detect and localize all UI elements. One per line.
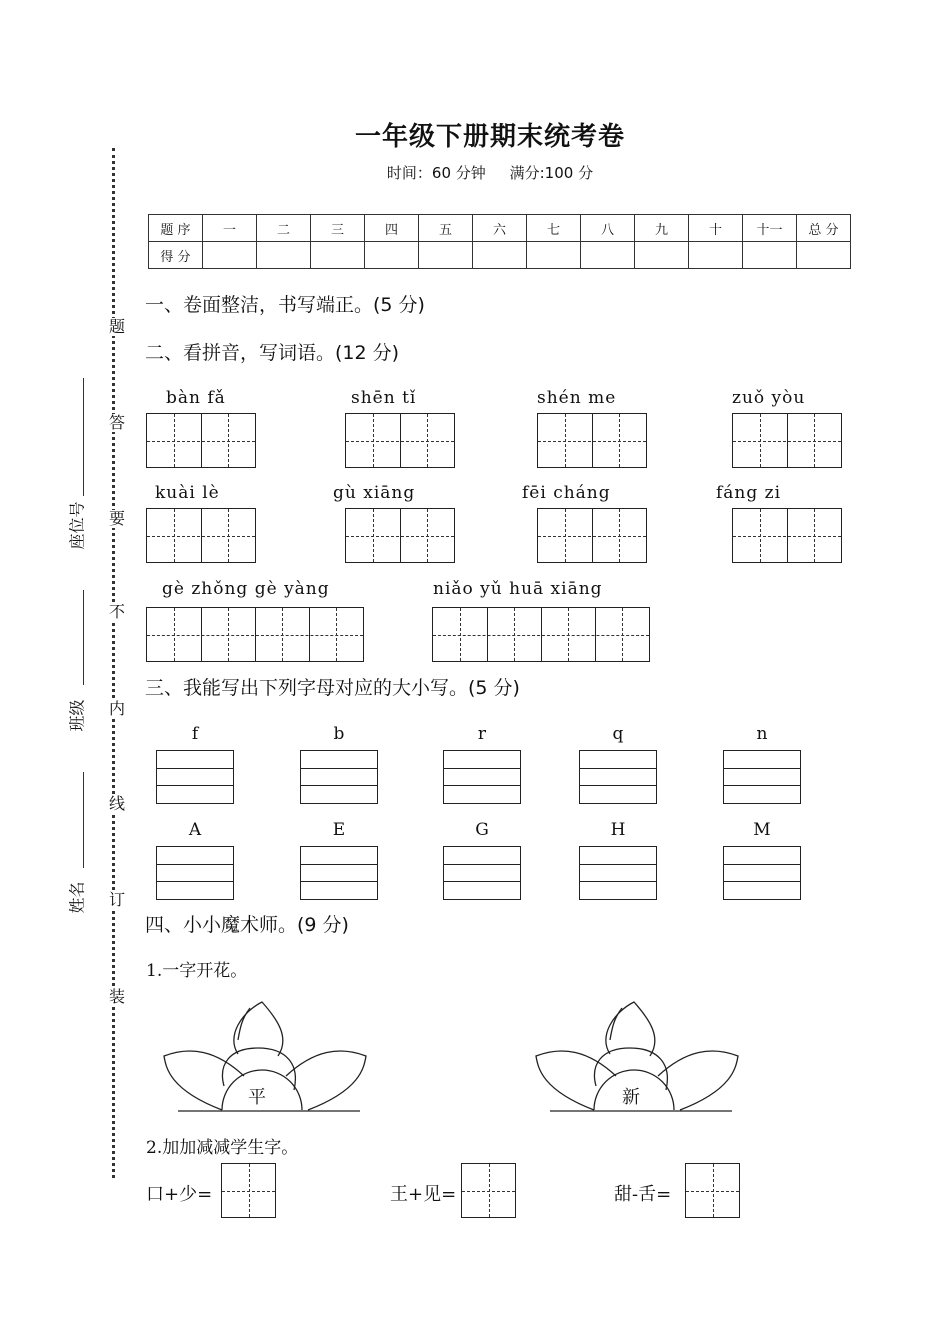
score-header-cell: 五	[419, 215, 473, 242]
score-table-score-row	[149, 242, 851, 269]
score-header-cell: 七	[527, 215, 581, 242]
pinyin-label: fēi cháng	[522, 483, 611, 503]
grid-dash-horizontal	[538, 536, 646, 537]
section-4-heading: 四、小小魔术师。(9 分)	[145, 914, 349, 936]
margin-char-yao: 要	[106, 510, 128, 528]
margin-char-ding: 订	[106, 891, 128, 909]
section-3-heading: 三、我能写出下列字母对应的大小写。(5 分)	[145, 677, 520, 699]
score-row-label: 得 分	[149, 242, 203, 269]
flower-center-char-2: 新	[622, 1087, 640, 1108]
four-line-grid[interactable]	[443, 846, 521, 900]
score-input-cell[interactable]	[527, 242, 581, 269]
four-line-grid[interactable]	[300, 750, 378, 804]
four-line-grid[interactable]	[723, 750, 801, 804]
score-table-header-row	[149, 215, 851, 242]
score-input-cell[interactable]	[743, 242, 797, 269]
flower-center-char-1: 平	[248, 1087, 266, 1108]
writing-grid-1[interactable]	[461, 1163, 516, 1218]
writing-grid-1[interactable]	[685, 1163, 740, 1218]
writing-grid-2[interactable]	[537, 413, 647, 468]
score-header-cell: 六	[473, 215, 527, 242]
letter-label: b	[333, 724, 345, 744]
letter-label: M	[753, 820, 771, 840]
margin-char-ti: 题	[106, 318, 128, 336]
writing-grid-4[interactable]	[432, 607, 650, 662]
score-header-cell: 十	[689, 215, 743, 242]
pinyin-label: fáng zi	[716, 483, 782, 503]
four-line-grid[interactable]	[156, 846, 234, 900]
score-header-cell: 三	[311, 215, 365, 242]
pinyin-label: kuài lè	[155, 483, 220, 503]
score-input-cell[interactable]	[203, 242, 257, 269]
writing-grid-2[interactable]	[732, 413, 842, 468]
class-line[interactable]	[83, 590, 84, 685]
writing-grid-2[interactable]	[732, 508, 842, 563]
four-line-grid[interactable]	[443, 750, 521, 804]
pinyin-label: zuǒ yòu	[732, 388, 806, 408]
seat-number-line[interactable]	[83, 378, 84, 496]
question-1-title: 1.一字开花。	[146, 961, 248, 981]
grid-dash-horizontal	[147, 441, 255, 442]
score-input-cell[interactable]	[581, 242, 635, 269]
letter-label: G	[475, 820, 489, 840]
writing-grid-4[interactable]	[146, 607, 364, 662]
score-header-cell: 总 分	[797, 215, 851, 242]
writing-grid-1[interactable]	[221, 1163, 276, 1218]
equation-label: 王+见=	[390, 1184, 457, 1205]
pinyin-label: gè zhǒng gè yàng	[162, 579, 330, 599]
score-header-cell: 题 序	[149, 215, 203, 242]
letter-label: H	[610, 820, 626, 840]
four-line-grid[interactable]	[723, 846, 801, 900]
score-header-cell: 九	[635, 215, 689, 242]
score-input-cell[interactable]	[257, 242, 311, 269]
question-2-title: 2.加加减减学生字。	[146, 1138, 299, 1158]
score-input-cell[interactable]	[689, 242, 743, 269]
score-input-cell[interactable]	[419, 242, 473, 269]
letter-label: q	[612, 724, 624, 744]
grid-dash-horizontal	[346, 441, 454, 442]
margin-char-zhuang: 装	[106, 988, 128, 1006]
grid-dash-horizontal	[733, 441, 841, 442]
grid-dash-horizontal	[147, 536, 255, 537]
pinyin-label: gù xiāng	[333, 483, 416, 503]
score-input-cell[interactable]	[635, 242, 689, 269]
class-label: 班级	[67, 699, 87, 732]
seat-number-label: 座位号	[67, 501, 87, 550]
pinyin-label: bàn fǎ	[166, 388, 226, 408]
exam-info: 时间：60 分钟 满分:100 分	[386, 164, 594, 182]
letter-label: E	[332, 820, 346, 840]
score-input-cell[interactable]	[797, 242, 851, 269]
margin-char-bu: 不	[106, 603, 128, 621]
grid-dash-horizontal	[462, 1191, 515, 1192]
writing-grid-2[interactable]	[345, 508, 455, 563]
grid-dash-horizontal	[733, 536, 841, 537]
score-input-cell[interactable]	[473, 242, 527, 269]
pinyin-label: niǎo yǔ huā xiāng	[433, 579, 603, 599]
letter-label: f	[191, 724, 199, 744]
four-line-grid[interactable]	[156, 750, 234, 804]
score-table	[148, 214, 851, 269]
writing-grid-2[interactable]	[345, 413, 455, 468]
score-header-cell: 二	[257, 215, 311, 242]
writing-grid-2[interactable]	[537, 508, 647, 563]
grid-dash-horizontal	[346, 536, 454, 537]
pinyin-label: shēn tǐ	[351, 388, 417, 408]
score-header-cell: 八	[581, 215, 635, 242]
binding-dotted-line	[112, 148, 115, 1178]
grid-dash-horizontal	[686, 1191, 739, 1192]
equation-label: 甜-舌=	[614, 1184, 672, 1205]
writing-grid-2[interactable]	[146, 508, 256, 563]
four-line-grid[interactable]	[579, 750, 657, 804]
score-input-cell[interactable]	[311, 242, 365, 269]
four-line-grid[interactable]	[300, 846, 378, 900]
section-1-heading: 一、卷面整洁，书写端正。(5 分)	[145, 294, 425, 316]
page-title: 一年级下册期末统考卷	[354, 122, 625, 152]
name-label: 姓名	[67, 881, 87, 914]
score-header-cell: 十一	[743, 215, 797, 242]
grid-dash-horizontal	[433, 635, 649, 636]
section-2-heading: 二、看拼音，写词语。(12 分)	[145, 342, 400, 364]
letter-label: A	[188, 820, 202, 840]
letter-label: r	[477, 724, 487, 744]
margin-char-da: 答	[106, 414, 128, 432]
margin-char-xian: 线	[106, 795, 128, 813]
four-line-grid[interactable]	[579, 846, 657, 900]
score-header-cell: 四	[365, 215, 419, 242]
pinyin-label: shén me	[537, 388, 617, 408]
grid-dash-horizontal	[222, 1191, 275, 1192]
margin-char-nei: 内	[106, 700, 128, 718]
letter-label: n	[756, 724, 768, 744]
equation-label: 口+少=	[146, 1184, 213, 1205]
score-input-cell[interactable]	[365, 242, 419, 269]
writing-grid-2[interactable]	[146, 413, 256, 468]
grid-dash-horizontal	[147, 635, 363, 636]
name-line[interactable]	[83, 772, 84, 868]
grid-dash-horizontal	[538, 441, 646, 442]
score-header-cell: 一	[203, 215, 257, 242]
